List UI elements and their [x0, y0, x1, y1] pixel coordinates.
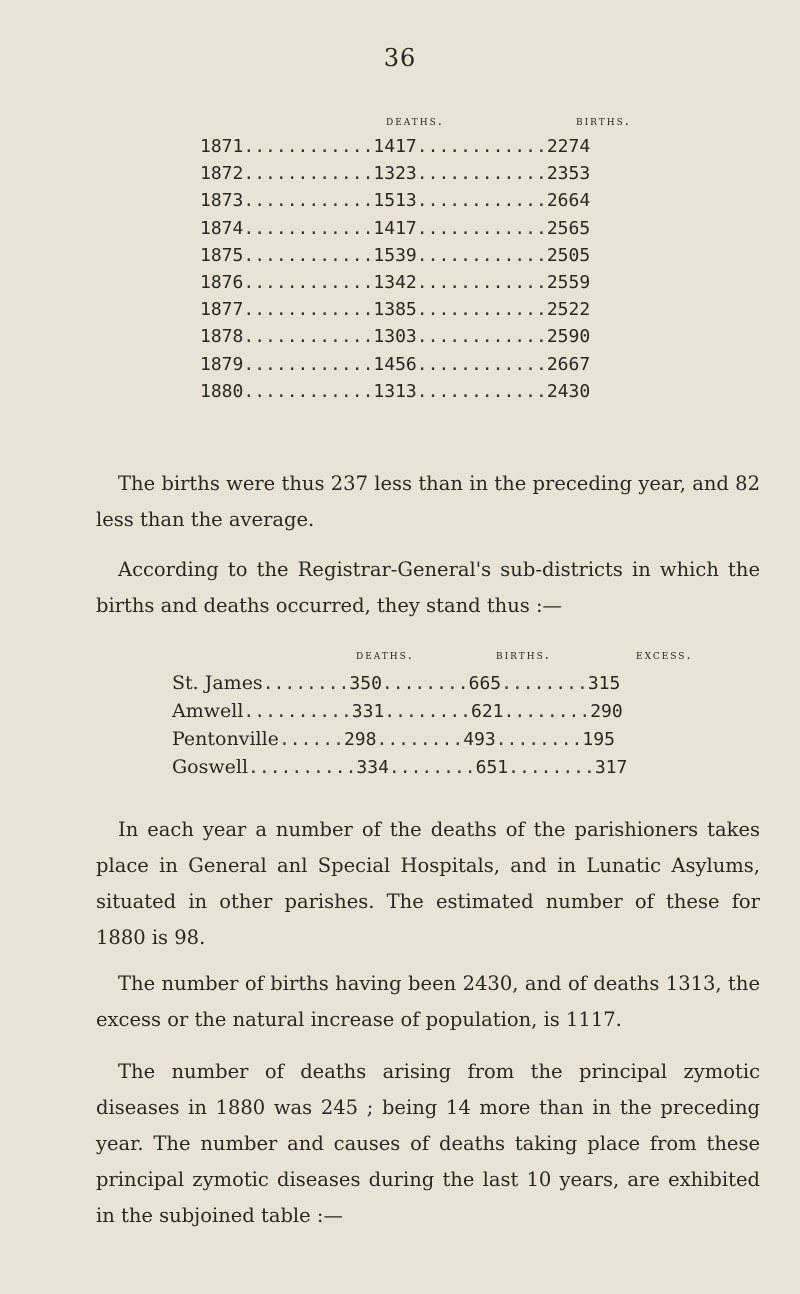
yearly-table-row	[200, 326, 590, 347]
births-cell: 2353	[546, 163, 591, 185]
year-cell: 1873	[200, 190, 244, 212]
year-cell: 1872	[200, 163, 244, 185]
district-births-cell: 651	[475, 757, 509, 778]
district-header-excess: excess.	[636, 648, 693, 663]
district-name-cell: Goswell	[172, 756, 249, 778]
leader-dots: ............	[243, 244, 374, 266]
district-header-deaths: deaths.	[356, 648, 414, 663]
leader-dots: ............	[416, 217, 547, 239]
paragraph-hospitals: In each year a number of the deaths of the parishioners takes place in General anl Special Hospitals, and in Lunatic Asylums, situated in other parishes. The estimated number of these for 1880 is 98.	[96, 818, 760, 949]
births-cell: 2522	[546, 299, 591, 321]
district-excess-cell: 290	[590, 701, 623, 722]
district-table-row	[172, 756, 627, 778]
leader-dots: ......	[278, 729, 344, 750]
yearly-table-row	[200, 163, 590, 184]
deaths-cell: 1313	[373, 380, 417, 402]
leader-dots: ............	[243, 190, 374, 212]
births-cell: 2664	[546, 190, 591, 212]
leader-dots: ............	[243, 163, 374, 185]
district-deaths-cell: 298	[343, 729, 377, 750]
year-cell: 1879	[200, 353, 244, 375]
district-table-row	[172, 672, 620, 694]
leader-dots: ............	[416, 244, 547, 266]
district-name-cell: St. James	[172, 672, 263, 694]
births-cell: 2559	[546, 272, 591, 293]
leader-dots: ............	[243, 353, 374, 375]
paragraph-natural-increase: The number of births having been 2430, and of deaths 1313, the excess or the natural increase of population, is 1117.	[96, 972, 760, 1031]
births-cell: 2667	[546, 353, 591, 375]
leader-dots: ........	[503, 701, 591, 722]
leader-dots: ............	[416, 190, 547, 212]
page-number: 36	[383, 44, 417, 72]
year-cell: 1874	[200, 217, 244, 239]
district-births-cell: 621	[471, 701, 504, 722]
yearly-table-row	[200, 354, 590, 375]
births-cell: 2274	[546, 136, 591, 157]
leader-dots: ............	[416, 326, 547, 348]
year-cell: 1876	[200, 272, 244, 293]
district-excess-cell: 195	[582, 729, 615, 750]
deaths-cell: 1456	[373, 353, 417, 375]
leader-dots: ........	[508, 757, 595, 778]
yearly-table-row	[200, 381, 590, 402]
deaths-cell: 1513	[373, 190, 417, 212]
district-table-row	[172, 700, 623, 722]
year-cell: 1871	[200, 136, 244, 157]
district-header-births: births.	[496, 648, 551, 663]
district-births-cell: 665	[468, 673, 502, 694]
leader-dots: ............	[243, 217, 374, 239]
district-excess-cell: 317	[594, 757, 628, 778]
deaths-cell: 1342	[373, 272, 417, 293]
district-births-cell: 493	[463, 729, 496, 750]
district-deaths-cell: 331	[351, 701, 385, 722]
yearly-table-row	[200, 299, 590, 320]
leader-dots: ............	[416, 380, 547, 402]
leader-dots: ..........	[248, 757, 357, 778]
year-cell: 1877	[200, 299, 244, 321]
paragraph-zymotic-diseases: The number of deaths arising from the principal zymotic diseases in 1880 was 245 ; being 14 more than in the preceding year. The number and causes of deaths taking place from these principal zymotic diseases during the last 10 years, are exhibited in the subjoined table :—	[96, 1060, 760, 1227]
leader-dots: ............	[416, 163, 547, 185]
deaths-cell: 1417	[373, 136, 417, 157]
yearly-header-deaths: deaths.	[386, 114, 444, 129]
leader-dots: ........	[376, 729, 464, 750]
leader-dots: ............	[243, 299, 374, 321]
leader-dots: ........	[262, 673, 350, 694]
leader-dots: ............	[416, 353, 547, 375]
yearly-header-births: births.	[576, 114, 631, 129]
district-excess-cell: 315	[587, 673, 621, 694]
deaths-cell: 1539	[373, 244, 417, 266]
leader-dots: ............	[416, 136, 547, 157]
district-table-row	[172, 728, 615, 750]
leader-dots: ............	[243, 380, 374, 402]
births-cell: 2505	[546, 244, 591, 266]
leader-dots: ........	[384, 701, 471, 722]
yearly-table-row	[200, 272, 590, 293]
district-deaths-cell: 350	[349, 673, 382, 694]
year-cell: 1875	[200, 244, 244, 266]
births-cell: 2430	[546, 380, 591, 402]
paragraph-births-comparison: The births were thus 237 less than in the preceding year, and 82 less than the average.	[96, 472, 760, 531]
deaths-cell: 1385	[373, 299, 417, 321]
births-cell: 2590	[546, 326, 591, 348]
deaths-cell: 1303	[373, 326, 417, 348]
district-name-cell: Pentonville	[172, 728, 279, 750]
leader-dots: ........	[495, 729, 583, 750]
yearly-table-row	[200, 190, 590, 211]
births-cell: 2565	[546, 217, 591, 239]
paragraph-sub-districts-intro: According to the Registrar-General's sub-districts in which the births and deaths occurred, they stand thus :—	[96, 558, 760, 617]
leader-dots: ........	[381, 673, 469, 694]
leader-dots: ............	[243, 136, 374, 157]
leader-dots: ............	[416, 299, 547, 321]
leader-dots: ............	[416, 272, 547, 293]
leader-dots: ............	[243, 272, 374, 293]
district-name-cell: Amwell	[172, 700, 244, 722]
deaths-cell: 1323	[373, 163, 417, 185]
yearly-table-row	[200, 218, 590, 239]
leader-dots: ........	[501, 673, 588, 694]
year-cell: 1880	[200, 380, 244, 402]
leader-dots: ............	[243, 326, 374, 348]
yearly-table-row	[200, 245, 590, 266]
district-deaths-cell: 334	[356, 757, 389, 778]
leader-dots: ........	[388, 757, 476, 778]
yearly-table-row	[200, 136, 590, 157]
deaths-cell: 1417	[373, 217, 417, 239]
leader-dots: ..........	[243, 701, 352, 722]
year-cell: 1878	[200, 326, 244, 348]
